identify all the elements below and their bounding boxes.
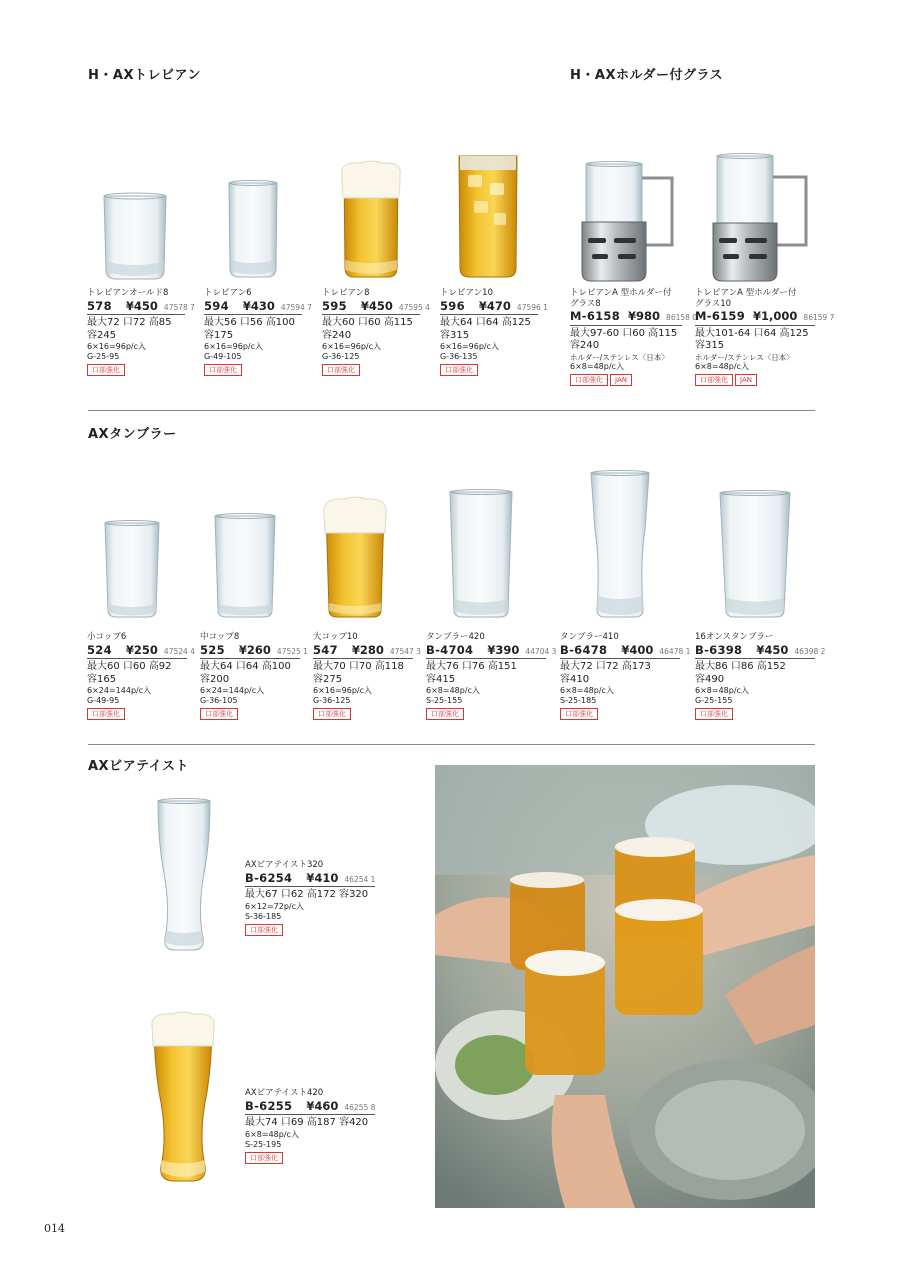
product-price: ¥470 — [478, 298, 511, 313]
product-code: B-6478 — [560, 642, 608, 657]
product-dims: 最大56 口56 高100 — [204, 317, 295, 328]
product-capacity: 容410 — [560, 673, 590, 685]
product-code: 547 — [313, 642, 338, 657]
product-code-row — [204, 298, 312, 315]
product-pack: 6×24=144p/c入 — [87, 686, 152, 695]
product-ship: G-36-135 — [440, 352, 478, 361]
product-name: AXビアテイスト320 — [245, 860, 324, 870]
product-name-line2: グラス8 — [570, 298, 601, 309]
glass-image-525 — [213, 513, 277, 620]
product-name: トレビアン8 — [322, 288, 370, 298]
product-dims: 最大67 口62 高172 容320 — [245, 889, 369, 900]
product-jan: 47524 4 — [163, 646, 195, 656]
product-price: ¥400 — [621, 642, 654, 657]
section-title-trevian: H・AXトレビアン — [88, 68, 201, 83]
product-pack: 6×12=72p/c入 — [245, 901, 305, 911]
product-name: 中コップ8 — [200, 632, 240, 642]
product-code-row — [440, 298, 548, 315]
product-name: トレビアンA 型ホルダー付 — [695, 288, 797, 298]
product-547 — [313, 632, 421, 721]
product-jan: 46255 8 — [344, 1102, 376, 1112]
rim-strengthened-badge: 口部強化 — [426, 708, 464, 720]
product-pack: 6×24=144p/c入 — [200, 686, 265, 695]
product-name: トレビアンオールド8 — [87, 288, 169, 298]
product-ship: G-25-155 — [695, 696, 733, 705]
product-pack: 6×16=96p/c入 — [440, 342, 500, 351]
product-595 — [322, 288, 430, 377]
product-code: 578 — [87, 298, 112, 313]
glass-image-524 — [103, 520, 161, 620]
divider-2 — [88, 744, 815, 745]
product-pack: 6×16=96p/c入 — [322, 342, 382, 351]
product-code-row — [560, 642, 691, 659]
product-capacity: 容245 — [87, 329, 117, 341]
product-code: 595 — [322, 298, 347, 313]
product-jan: 46478 1 — [659, 646, 691, 656]
jan-badge: JAN — [735, 374, 757, 386]
rim-strengthened-badge: 口部強化 — [87, 364, 125, 376]
product-m6158 — [570, 288, 698, 387]
product-ship: S-36-185 — [245, 911, 282, 921]
product-ship: G-49-95 — [87, 696, 120, 705]
product-dims: 最大72 口72 高85 — [87, 317, 172, 328]
product-dims: 最大64 口64 高125 — [440, 317, 531, 328]
product-jan: 46254 1 — [344, 874, 376, 884]
glass-image-b4704 — [448, 489, 514, 620]
product-ship: G-36-105 — [200, 696, 238, 705]
product-dims: 最大86 口86 高152 — [695, 661, 786, 672]
product-name: 小コップ6 — [87, 632, 127, 642]
product-capacity: 容175 — [204, 329, 234, 341]
product-code: B-6255 — [245, 1098, 293, 1113]
product-name: 大コップ10 — [313, 632, 358, 642]
product-code: M-6159 — [695, 309, 746, 324]
product-dims: 最大74 口69 高187 容420 — [245, 1117, 369, 1128]
product-jan: 47578 7 — [163, 302, 195, 312]
product-dims: 最大60 口60 高115 — [322, 317, 413, 328]
product-dims: 最大72 口72 高173 — [560, 661, 651, 672]
product-name-line2: グラス10 — [695, 298, 732, 309]
product-dims: 最大101-64 口64 高125 — [695, 327, 809, 339]
product-name: トレビアン10 — [440, 288, 493, 298]
product-pack: 6×16=96p/c入 — [87, 342, 147, 351]
glass-image-596 — [456, 153, 520, 280]
product-pack: 6×8=48p/c入 — [245, 1129, 299, 1139]
product-code-row — [426, 642, 557, 659]
product-ship: G-36-125 — [322, 352, 360, 361]
product-code-row — [245, 1099, 375, 1115]
product-capacity: 容315 — [695, 340, 725, 352]
rim-strengthened-badge: 口部強化 — [695, 708, 733, 720]
glass-image-m6158 — [580, 160, 684, 285]
product-ship: G-25-95 — [87, 352, 120, 361]
rim-strengthened-badge: 口部強化 — [87, 708, 125, 720]
glass-image-b6478 — [588, 470, 652, 620]
section-title-holder-glass: H・AXホルダー付グラス — [570, 68, 724, 83]
product-jan: 47596 1 — [516, 302, 548, 312]
product-code-row — [200, 642, 308, 659]
product-price: ¥450 — [360, 298, 393, 313]
product-b6478 — [560, 632, 691, 721]
glass-image-595 — [340, 160, 402, 280]
product-b4704 — [426, 632, 557, 721]
product-code-row — [570, 309, 698, 325]
product-price: ¥980 — [628, 309, 661, 324]
product-jan: 86159 7 — [803, 313, 835, 323]
product-dims: 最大70 口70 高118 — [313, 661, 404, 672]
product-pack: 6×8=48p/c入 — [426, 686, 480, 695]
product-ship: G-36-125 — [313, 696, 351, 705]
glass-image-b6398 — [718, 490, 792, 620]
product-ship: G-49-105 — [204, 352, 242, 361]
product-code: 596 — [440, 298, 465, 313]
product-code: 594 — [204, 298, 229, 313]
rim-strengthened-badge: 口部強化 — [200, 708, 238, 720]
product-pack: 6×8=48p/c入 — [560, 686, 614, 695]
rim-strengthened-badge: 口部強化 — [204, 364, 242, 376]
product-596 — [440, 288, 548, 377]
product-price: ¥410 — [306, 870, 339, 885]
product-jan: 47547 3 — [389, 646, 421, 656]
product-price: ¥450 — [125, 298, 158, 313]
product-capacity: 容240 — [322, 329, 352, 341]
product-m6159 — [695, 288, 835, 387]
product-name: タンブラー410 — [560, 632, 619, 642]
divider-1 — [88, 410, 815, 411]
glass-image-547 — [322, 495, 388, 620]
product-jan: 47525 1 — [276, 646, 308, 656]
jan-badge: JAN — [610, 374, 632, 386]
product-ship: S-25-185 — [560, 696, 597, 705]
section-title-tumbler: AXタンブラー — [88, 427, 177, 442]
product-price: ¥430 — [242, 298, 275, 313]
beer-toast-photo — [435, 765, 815, 1208]
product-code: B-4704 — [426, 642, 474, 657]
product-b6255 — [245, 1088, 375, 1164]
product-name: トレビアンA 型ホルダー付 — [570, 288, 672, 298]
rim-strengthened-badge: 口部強化 — [570, 374, 608, 386]
product-price: ¥280 — [351, 642, 384, 657]
product-material: ホルダー/ステンレス〈日本〉 — [570, 352, 669, 362]
product-name: トレビアン6 — [204, 288, 252, 298]
product-code-row — [322, 298, 430, 315]
glass-image-b6255 — [150, 1010, 216, 1185]
product-524 — [87, 632, 195, 721]
product-name: AXビアテイスト420 — [245, 1088, 324, 1098]
product-dims: 最大64 口64 高100 — [200, 661, 291, 672]
product-pack: 6×8=48p/c入 — [695, 362, 749, 371]
product-code: M-6158 — [570, 309, 621, 324]
rim-strengthened-badge: 口部強化 — [313, 708, 351, 720]
product-pack: 6×16=96p/c入 — [313, 686, 373, 695]
product-525 — [200, 632, 308, 721]
product-dims: 最大60 口60 高92 — [87, 661, 172, 672]
product-capacity: 容315 — [440, 329, 470, 341]
glass-image-m6159 — [710, 153, 814, 285]
product-dims: 最大76 口76 高151 — [426, 661, 517, 672]
product-578 — [87, 288, 195, 377]
product-code-row — [695, 642, 826, 659]
section-title-beer-taste: AXビアテイスト — [88, 759, 190, 774]
product-jan: 44704 3 — [525, 646, 557, 656]
product-code-row — [695, 309, 835, 325]
product-code: B-6254 — [245, 870, 293, 885]
product-capacity: 容415 — [426, 673, 456, 685]
rim-strengthened-badge: 口部強化 — [560, 708, 598, 720]
product-code: 524 — [87, 642, 112, 657]
product-code-row — [87, 298, 195, 315]
rim-strengthened-badge: 口部強化 — [695, 374, 733, 386]
product-capacity: 容490 — [695, 673, 725, 685]
product-code-row — [245, 871, 375, 887]
product-price: ¥1,000 — [753, 309, 798, 324]
product-jan: 86158 0 — [666, 313, 698, 323]
product-pack: 6×8=48p/c入 — [570, 362, 624, 371]
product-dims: 最大97-60 口60 高115 — [570, 327, 678, 339]
product-jan: 47594 7 — [280, 302, 312, 312]
product-ship: S-25-195 — [245, 1139, 282, 1149]
product-capacity: 容275 — [313, 673, 343, 685]
product-jan: 47595 4 — [398, 302, 430, 312]
rim-strengthened-badge: 口部強化 — [245, 1152, 283, 1164]
glass-image-b6254 — [155, 798, 213, 954]
product-price: ¥390 — [487, 642, 520, 657]
product-name: タンブラー420 — [426, 632, 485, 642]
rim-strengthened-badge: 口部強化 — [245, 924, 283, 936]
product-price: ¥460 — [306, 1098, 339, 1113]
product-ship: S-25-155 — [426, 696, 463, 705]
product-material: ホルダー/ステンレス〈日本〉 — [695, 352, 794, 362]
rim-strengthened-badge: 口部強化 — [440, 364, 478, 376]
product-code: 525 — [200, 642, 225, 657]
rim-strengthened-badge: 口部強化 — [322, 364, 360, 376]
glass-image-578 — [102, 192, 168, 282]
page-number: 014 — [44, 1222, 65, 1235]
product-capacity: 容240 — [570, 340, 600, 352]
product-capacity: 容200 — [200, 673, 230, 685]
product-price: ¥250 — [125, 642, 158, 657]
product-b6254 — [245, 860, 375, 936]
product-pack: 6×16=96p/c入 — [204, 342, 264, 351]
product-code-row — [87, 642, 195, 659]
product-name: 16オンスタンブラー — [695, 632, 774, 642]
product-code-row — [313, 642, 421, 659]
product-capacity: 容165 — [87, 673, 117, 685]
product-price: ¥450 — [756, 642, 789, 657]
product-price: ¥260 — [238, 642, 271, 657]
product-b6398 — [695, 632, 826, 721]
glass-image-594 — [226, 180, 280, 280]
product-594 — [204, 288, 312, 377]
product-code: B-6398 — [695, 642, 743, 657]
product-pack: 6×8=48p/c入 — [695, 686, 749, 695]
product-jan: 46398 2 — [794, 646, 826, 656]
